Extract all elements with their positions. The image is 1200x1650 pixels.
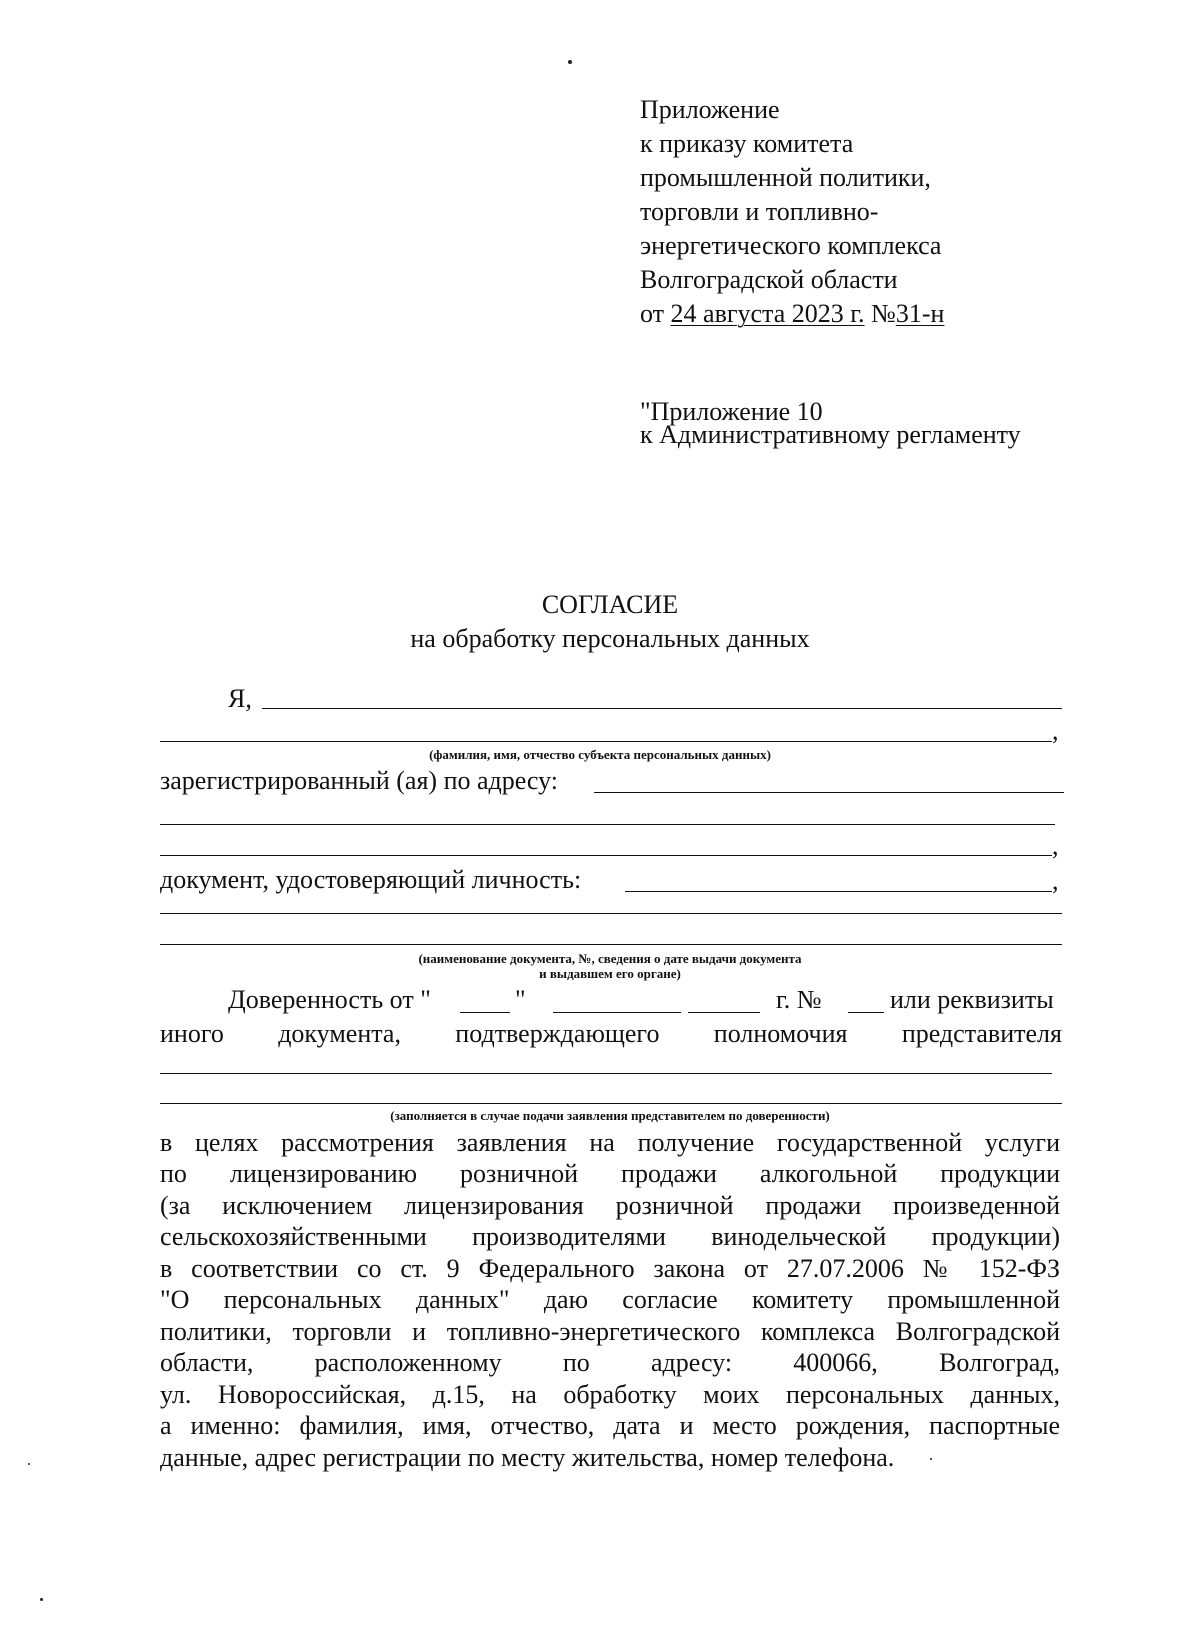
appendix-line: торговли и топливно- <box>640 197 879 226</box>
address-comma: , <box>1052 831 1059 860</box>
document-line-2 <box>160 913 1062 914</box>
document-label: документ, удостоверяющий личность: <box>160 865 582 894</box>
number-prefix: № <box>871 299 896 328</box>
appendix-line: промышленной политики, <box>640 163 931 192</box>
body-line: в целях рассмотрения заявления на получение государственной услуги <box>160 1128 1060 1157</box>
order-date-line <box>640 299 944 329</box>
document-subtitle: на обработку персональных данных <box>410 624 810 653</box>
date-prefix: от <box>640 299 665 328</box>
proxy-fill-line-1 <box>160 1073 1052 1074</box>
fio-caption: (фамилия, имя, отчество субъекта персональных данных) <box>429 747 771 762</box>
proxy-word: полномочия <box>713 1019 848 1048</box>
proxy-word: представителя <box>901 1019 1062 1048</box>
proxy-suffix: или реквизиты <box>890 985 1054 1014</box>
body-line: (за исключением лицензирования розничной продажи произведенной <box>160 1191 1060 1220</box>
i-label: Я, <box>228 684 252 713</box>
scan-speck <box>28 1463 30 1465</box>
regulation-line-2: к Административному регламенту <box>640 420 1021 449</box>
body-line: а именно: фамилия, имя, отчество, дата и место рождения, паспортные <box>160 1411 1060 1440</box>
fio-line-2 <box>160 741 1052 742</box>
body-line: политики, торговли и топливно-энергетического комплекса Волгоградской <box>160 1317 1060 1346</box>
body-line: "О персональных данных" даю согласие комитету промышленной <box>160 1285 1060 1314</box>
body-line: по лицензированию розничной продажи алкогольной продукции <box>160 1159 1060 1188</box>
appendix-line: энергетического комплекса <box>640 231 942 260</box>
proxy-line-2 <box>160 1019 1062 1049</box>
document-title: СОГЛАСИЕ <box>541 590 679 619</box>
document-caption-2: и выдавшем его органе) <box>539 966 681 981</box>
appendix-line: Волгоградской области <box>640 265 898 294</box>
proxy-word: иного <box>160 1019 224 1048</box>
order-number: 31-н <box>895 299 945 328</box>
proxy-prefix: Доверенность от " <box>228 985 431 1014</box>
address-line-3 <box>160 855 1052 856</box>
body-line: области, расположенному по адресу: 400066, Волгоград, <box>160 1348 1060 1377</box>
proxy-month-line <box>553 1012 681 1013</box>
scan-speck <box>40 1598 43 1601</box>
regulation-line-1: "Приложение 10 <box>640 397 823 426</box>
proxy-number-line <box>848 1012 884 1013</box>
fio-line-1 <box>262 708 1062 709</box>
body-line: данные, адрес регистрации по месту жительства, номер телефона. <box>160 1443 895 1472</box>
address-line-2 <box>160 824 1055 825</box>
proxy-word: документа, <box>278 1019 401 1048</box>
proxy-year-line <box>688 1012 760 1013</box>
body-line: сельскохозяйственными производителями винодельческой продукции) <box>160 1222 1060 1251</box>
document-line-1 <box>625 891 1052 892</box>
document-caption-1: (наименование документа, №, сведения о дате выдачи документа <box>418 951 802 966</box>
proxy-fill-line-2 <box>160 1103 1062 1104</box>
proxy-year-label: г. № <box>776 985 822 1014</box>
body-line: в соответствии со ст. 9 Федерального закона от 27.07.2006 № 152-ФЗ <box>160 1254 1060 1283</box>
address-label: зарегистрированный (ая) по адресу: <box>160 766 559 795</box>
proxy-caption: (заполняется в случае подачи заявления представителем по доверенности) <box>390 1108 830 1123</box>
body-line: ул. Новороссийская, д.15, на обработку моих персональных данных, <box>160 1380 1060 1409</box>
appendix-line: Приложение <box>640 95 780 124</box>
proxy-word: подтверждающего <box>455 1019 660 1048</box>
address-line-1 <box>594 792 1064 793</box>
order-date: 24 августа 2023 г. <box>670 299 865 328</box>
appendix-line: к приказу комитета <box>640 129 854 158</box>
scan-speck <box>568 60 572 64</box>
proxy-close-quote: " <box>515 985 526 1014</box>
fio-comma: , <box>1052 716 1059 745</box>
proxy-day-line <box>460 1012 510 1013</box>
document-comma: , <box>1052 866 1059 895</box>
document-line-3 <box>160 944 1062 945</box>
